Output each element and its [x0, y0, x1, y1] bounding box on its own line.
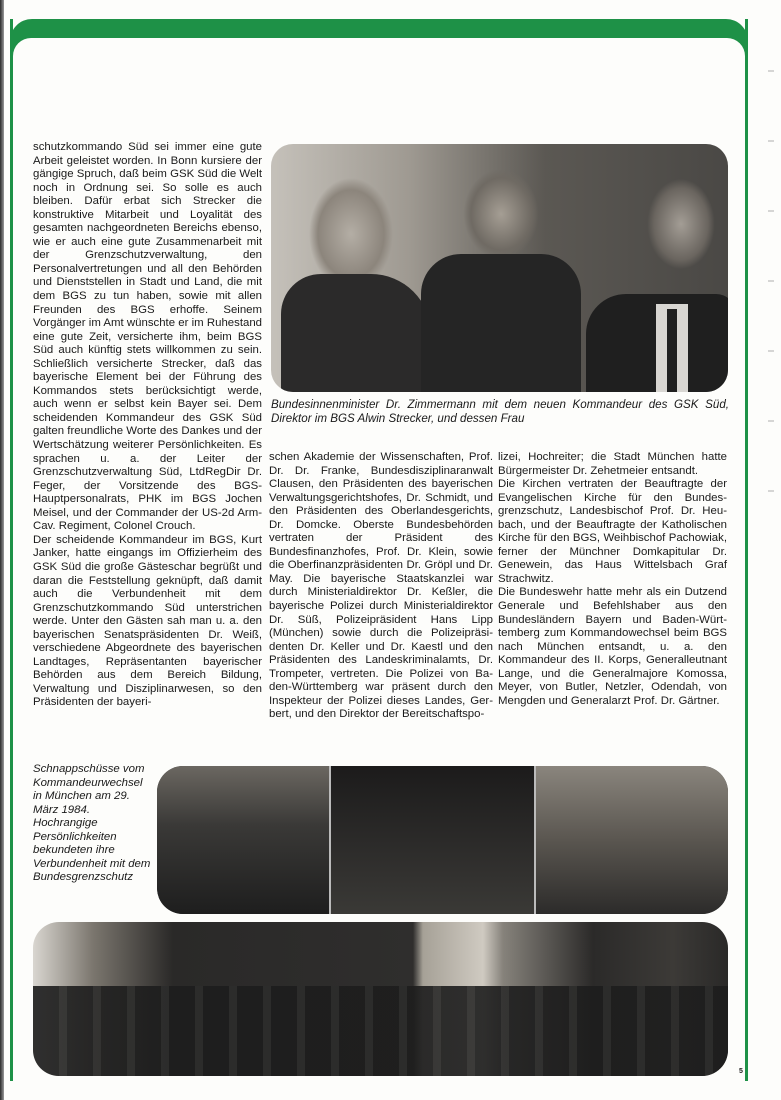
paragraph: schutzkommando Süd sei immer eine gute Arbeit geleistet worden. In Bonn kursiere der gängige Spruch, daß beim GSK Süd die Welt noch in Ordnung sei. So solle es auch bleiben. Dafür erbat sich Strecker die konstruktive Mitarbeit und Loyalität des gesamten nachgeordneten Bereichs ebenso, wie er auch eine gute Zusammenarbeit mit der Grenzschutzverwaltung, den Personalvertretungen und all den Behörden und Dienststellen in Stadt und Land, die mit dem BGS zu tun haben, sowie mit allen Freunden des BGS erhoffe. Seinem Vorgänger im Amt wünschte er im Ruhestand eine gute Zeit, versicherte ihm, beim BGS Süd auch künftig stets willkommen zu sein. Schließlich versicherte Strecker, daß das bayerische Element bei der Führung des Kommandos stets berücksichtigt werde, auch wenn er selbst kein Bayer sei. Dem scheidenden Kommandeur des GSK Süd galten freundliche Worte des Dankes und der Wertschätzung weiterer Persönlichkeiten. Es sprachen u. a. der Leiter der Grenzschutzverwaltung Süd, LtdRegDir Dr. Feger, der Vorsitzende des BGS-Hauptpersonalrats, PHK im BGS Jochen Meisel, und der Commander der US-2d Arm-Cav. Regiment, Colonel Crouch.	[33, 141, 262, 533]
photo-panel-officers	[534, 766, 728, 914]
photo-figure	[281, 274, 431, 392]
paragraph: schen Akademie der Wissenschaften, Prof. Dr. Dr. Franke, Bundesdisziplinaranwalt Clausen, den Präsidenten des bayerischen Verwaltungsgerichtshofes, Dr. Schmidt, und den Präsidenten des Oberlandesgerichts, Dr. Domcke. Oberste Bundesbehörden vertraten der Präsident des Bundesfinanzhofes, Prof. Dr. Klein, sowie die Oberfinanzpräsidenten Dr. Gröpl und Dr. May. Die bayerische Staatskanzlei war durch Ministerialdirektor Dr. Keßler, die bayerische Polizei durch Ministerialdirektor Dr. Süß, Polizeipräsident Hans Lipp (München) sowie durch die Polizeipräsidenten Dr. Keller und Dr. Kaestl und den Präsidenten des Landeskriminalamts, Dr. Trompeter, vertreten. Die Polizei von Baden-Württemberg war präsent durch den Inspekteur der Polizei dieses Landes, Gerbert, und den Direktor der Bereitschaftspo-	[269, 451, 493, 721]
scan-edge	[0, 0, 4, 1100]
photo-caption-snapshots: Schnappschüsse vom Kommandeurwechsel in München am 29. März 1984. Hochrangige Persönlichkeiten bekundeten ihre Verbundenheit mit dem Bundesgrenzschutz	[33, 763, 151, 884]
photo-caption-main: Bundesinnenminister Dr. Zimmermann mit dem neuen Kommandeur des GSK Süd, Direktor im BGS Alwin Strecker, und dessen Frau	[271, 398, 729, 425]
page-number: 5	[739, 1068, 743, 1075]
article-column-1	[33, 141, 262, 710]
article-column-3	[498, 451, 727, 708]
photo-minister-commander-wife	[271, 144, 728, 392]
paragraph: lizei, Hochreiter; die Stadt München hatte Bürgermeister Dr. Zehetmeier entsandt.	[498, 451, 727, 477]
scan-marks	[768, 40, 774, 500]
paragraph: Der scheidende Kommandeur im BGS, Kurt Janker, hatte eingangs im Offizierheim des GSK Süd die große Gästeschar begrüßt und daran die Feststellung geknüpft, daß damit auch die Verbundenheit mit dem Grenzschutzkommando Süd unterstrichen werde. Unter den Gästen sah man u. a. den bayerischen Senatspräsidenten Dr. Weiß, verschiedene Abgeordnete des bayerischen Landtages, Repräsentanten bayerischer Behörden aus dem Bereich Bildung, Verwaltung und Disziplinarwesen, so den Präsidenten der bayeri-	[33, 533, 262, 709]
article-column-2	[269, 451, 493, 722]
photo-group-dignitaries	[33, 922, 728, 1076]
photo-figure	[421, 254, 581, 392]
photo-people-row	[33, 986, 728, 1076]
photo-strip-snapshots	[157, 766, 728, 914]
paragraph: Die Kirchen vertraten der Beauftragte der Evangelischen Kirche für den Bundesgrenzschutz, Landesbischof Prof. Dr. Heubach, und der Beauftragte der Katholischen Kirche für den BGS, Weihbischof Pachowiak, ferner der Münchner Domkapitular Dr. Genewein, das Haus Wittelsbach Graf Strachwitz.	[498, 478, 727, 585]
photo-figure-tie	[667, 309, 677, 392]
paragraph: Die Bundeswehr hatte mehr als ein Dutzend Generale und Befehlshaber aus den Bundesländern Bayern und Baden-Württemberg zum Kommandowechsel beim BGS nach München entsandt, u. a. den Kommandeur des II. Korps, Generalleutnant Lange, und die Generalmajore Komossa, Meyer, von Butler, Netzler, Odendah, von Mengden und Generalarzt Prof. Dr. Gärtner.	[498, 586, 727, 707]
photo-panel-conversation	[329, 766, 536, 914]
photo-panel-guests	[157, 766, 329, 914]
